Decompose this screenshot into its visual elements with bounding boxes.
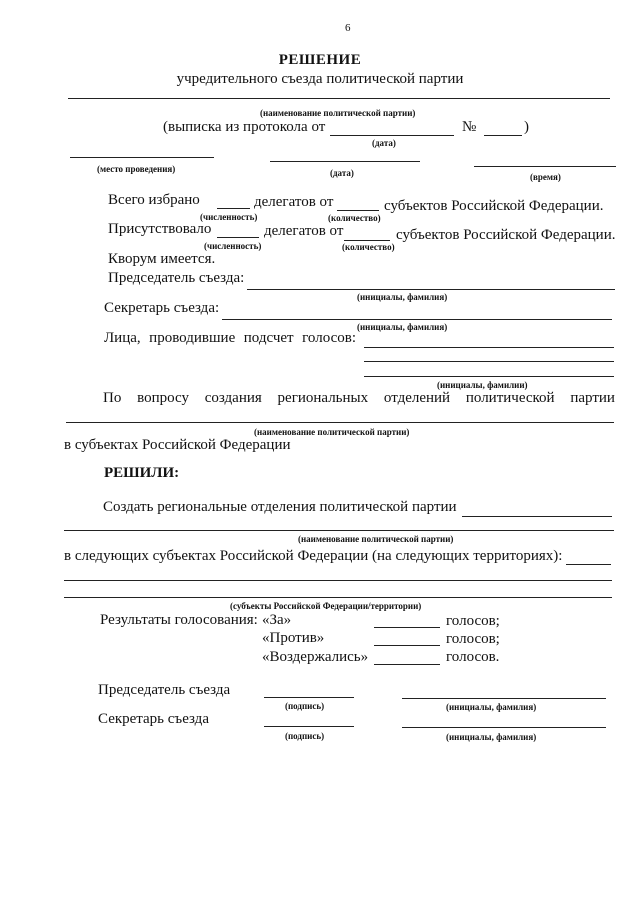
date-field[interactable] <box>270 161 420 162</box>
subjects-field-3[interactable] <box>64 597 612 598</box>
present-delegates-from: делегатов от <box>264 223 344 239</box>
question-party-caption: (наименование политической партии) <box>254 427 410 437</box>
chairman-name-field[interactable] <box>247 289 615 290</box>
time-caption: (время) <box>530 172 561 182</box>
vote-abstain-suffix: голосов. <box>446 649 500 665</box>
vote-for-label: «За» <box>262 612 292 628</box>
signature-secretary-label: Секретарь съезда <box>98 711 209 727</box>
vote-for-suffix: голосов; <box>446 613 500 629</box>
elected-subjects-suffix: субъектов Российской Федерации. <box>384 198 604 214</box>
voting-label: Результаты голосования: <box>100 612 258 628</box>
secretary-name-field[interactable] <box>222 319 612 320</box>
extract-prefix: (выписка из протокола от <box>163 119 326 135</box>
decided-heading: РЕШИЛИ: <box>104 465 180 481</box>
party-name-caption: (наименование политической партии) <box>260 108 416 118</box>
page-number: 6 <box>345 22 351 34</box>
vote-against-label: «Против» <box>262 630 325 646</box>
extract-number-sign: № <box>462 119 477 135</box>
vote-abstain-field[interactable] <box>374 664 440 665</box>
create-party-caption: (наименование политической партии) <box>298 534 454 544</box>
secretary-caption: (инициалы, фамилия) <box>357 322 448 332</box>
secretary-signature-name-field[interactable] <box>402 727 606 728</box>
place-caption: (место проведения) <box>97 164 176 174</box>
question-text: По вопросу создания региональных отделений политической партии <box>103 390 615 406</box>
counters-label: Лица, проводившие подсчет голосов: <box>104 330 356 346</box>
secretary-signature-caption: (подпись) <box>285 731 325 741</box>
present-subjects-suffix: субъектов Российской Федерации. <box>396 227 616 243</box>
extract-date-field[interactable] <box>330 135 454 136</box>
document-title: РЕШЕНИЕ <box>278 52 362 68</box>
question-party-field[interactable] <box>66 422 614 423</box>
elected-count-field[interactable] <box>217 208 250 209</box>
extract-date-caption: (дата) <box>372 138 396 148</box>
secretary-signature-name-caption: (инициалы, фамилия) <box>446 732 537 742</box>
extract-number-field[interactable] <box>484 135 522 136</box>
present-prefix: Присутствовало <box>108 221 212 237</box>
elected-delegates-from: делегатов от <box>254 194 334 210</box>
elected-quantity-caption: (количество) <box>328 213 381 223</box>
vote-against-suffix: голосов; <box>446 631 500 647</box>
counters-field-2[interactable] <box>364 361 614 362</box>
present-quantity-caption: (количество) <box>342 242 395 252</box>
chairman-signature-field[interactable] <box>264 697 354 698</box>
present-subjects-field[interactable] <box>344 240 390 241</box>
vote-abstain-label: «Воздержались» <box>262 649 369 665</box>
following-subjects-field[interactable] <box>566 564 611 565</box>
date-caption: (дата) <box>330 168 354 178</box>
elected-count-caption: (численность) <box>200 212 258 222</box>
elected-subjects-field[interactable] <box>337 210 379 211</box>
counters-field-1[interactable] <box>364 347 614 348</box>
counters-caption: (инициалы, фамилии) <box>437 380 528 390</box>
signature-chairman-label: Председатель съезда <box>98 682 231 698</box>
chairman-label: Председатель съезда: <box>108 270 245 286</box>
present-count-caption: (численность) <box>204 241 262 251</box>
quorum-text: Кворум имеется. <box>108 251 216 267</box>
secretary-label: Секретарь съезда: <box>104 300 220 316</box>
vote-for-field[interactable] <box>374 627 440 628</box>
chairman-signature-name-caption: (инициалы, фамилия) <box>446 702 537 712</box>
secretary-signature-field[interactable] <box>264 726 354 727</box>
elected-prefix: Всего избрано <box>108 192 200 208</box>
present-count-field[interactable] <box>217 237 259 238</box>
chairman-caption: (инициалы, фамилия) <box>357 292 448 302</box>
create-text: Создать региональные отделения политической партии <box>103 499 457 515</box>
subjects-caption: (субъекты Российской Федерации/территории) <box>230 601 422 611</box>
create-party-field-2[interactable] <box>64 530 614 531</box>
subjects-field-2[interactable] <box>64 580 612 581</box>
place-field[interactable] <box>70 157 214 158</box>
counters-field-3[interactable] <box>364 376 614 377</box>
in-subjects-text: в субъектах Российской Федерации <box>64 437 291 453</box>
vote-against-field[interactable] <box>374 645 440 646</box>
time-field[interactable] <box>474 166 616 167</box>
extract-close: ) <box>524 119 529 135</box>
chairman-signature-name-field[interactable] <box>402 698 606 699</box>
party-name-field[interactable] <box>68 98 610 99</box>
document-subtitle: учредительного съезда политической партии <box>176 71 464 87</box>
following-subjects-text: в следующих субъектах Российской Федерации (на следующих территориях): <box>64 548 563 564</box>
chairman-signature-caption: (подпись) <box>285 701 325 711</box>
create-party-field[interactable] <box>462 516 612 517</box>
